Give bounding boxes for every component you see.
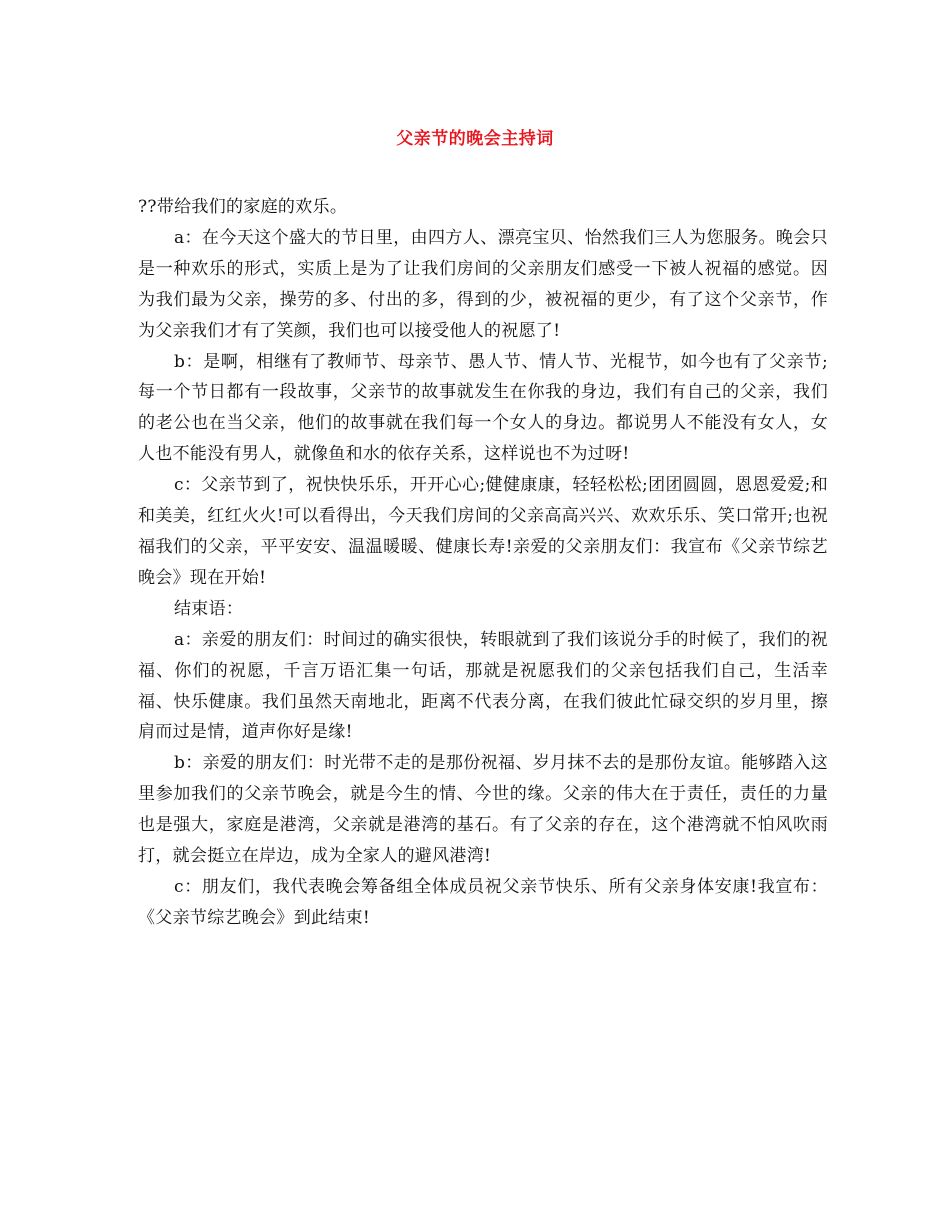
document-body bbox=[138, 192, 828, 934]
paragraph-host-a-opening: a：在今天这个盛大的节日里，由四方人、漂亮宝贝、怡然我们三人为您服务。晚会只是一种欢乐的形式，实质上是为了让我们房间的父亲朋友们感受一下被人祝福的感觉。因为我们最为父亲，操劳的多、付出的多，得到的少，被祝福的更少，有了这个父亲节，作为父亲我们才有了笑颜，我们也可以接受他人的祝愿了! bbox=[138, 227, 828, 341]
paragraph-closing-heading: 结束语： bbox=[174, 598, 244, 619]
paragraph-host-c-closing: c：朋友们，我代表晚会筹备组全体成员祝父亲节快乐、所有父亲身体安康!我宣布：《父亲节综艺晚会》到此结束! bbox=[138, 876, 828, 928]
paragraph-host-b-closing: b：亲爱的朋友们：时光带不走的是那份祝福、岁月抹不去的是那份友谊。能够踏入这里参加我们的父亲节晚会，就是今生的情、今世的缘。父亲的伟大在于责任，责任的力量也是强大，家庭是港湾，父亲就是港湾的基石。有了父亲的存在，这个港湾就不怕风吹雨打，就会挺立在岸边，成为全家人的避风港湾! bbox=[138, 753, 828, 867]
paragraph-host-b-opening: b：是啊，相继有了教师节、母亲节、愚人节、情人节、光棍节，如今也有了父亲节;每一个节日都有一段故事，父亲节的故事就发生在你我的身边，我们有自己的父亲，我们的老公也在当父亲，他们的故事就在我们每一个女人的身边。都说男人不能没有女人，女人也不能没有男人，就像鱼和水的依存关系，这样说也不为过呀! bbox=[138, 351, 828, 465]
document-title: 父亲节的晚会主持词 bbox=[396, 129, 554, 149]
paragraph-host-c-opening: c：父亲节到了，祝快快乐乐，开开心心;健健康康，轻轻松松;团团圆圆，恩恩爱爱;和和美美，红红火火!可以看得出，今天我们房间的父亲高高兴兴、欢欢乐乐、笑口常开;也祝福我们的父亲，平平安安、温温暖暖、健康长寿!亲爱的父亲朋友们：我宣布《父亲节综艺晚会》现在开始! bbox=[138, 475, 828, 588]
paragraph-host-a-closing: a：亲爱的朋友们：时间过的确实很快，转眼就到了我们该说分手的时候了，我们的祝福、你们的祝愿，千言万语汇集一句话，那就是祝愿我们的父亲包括我们自己，生活幸福、快乐健康。我们虽然天南地北，距离不代表分离，在我们彼此忙碌交织的岁月里，擦肩而过是情，道声你好是缘! bbox=[138, 629, 828, 743]
paragraph-intro: ??带给我们的家庭的欢乐。 bbox=[138, 197, 348, 217]
